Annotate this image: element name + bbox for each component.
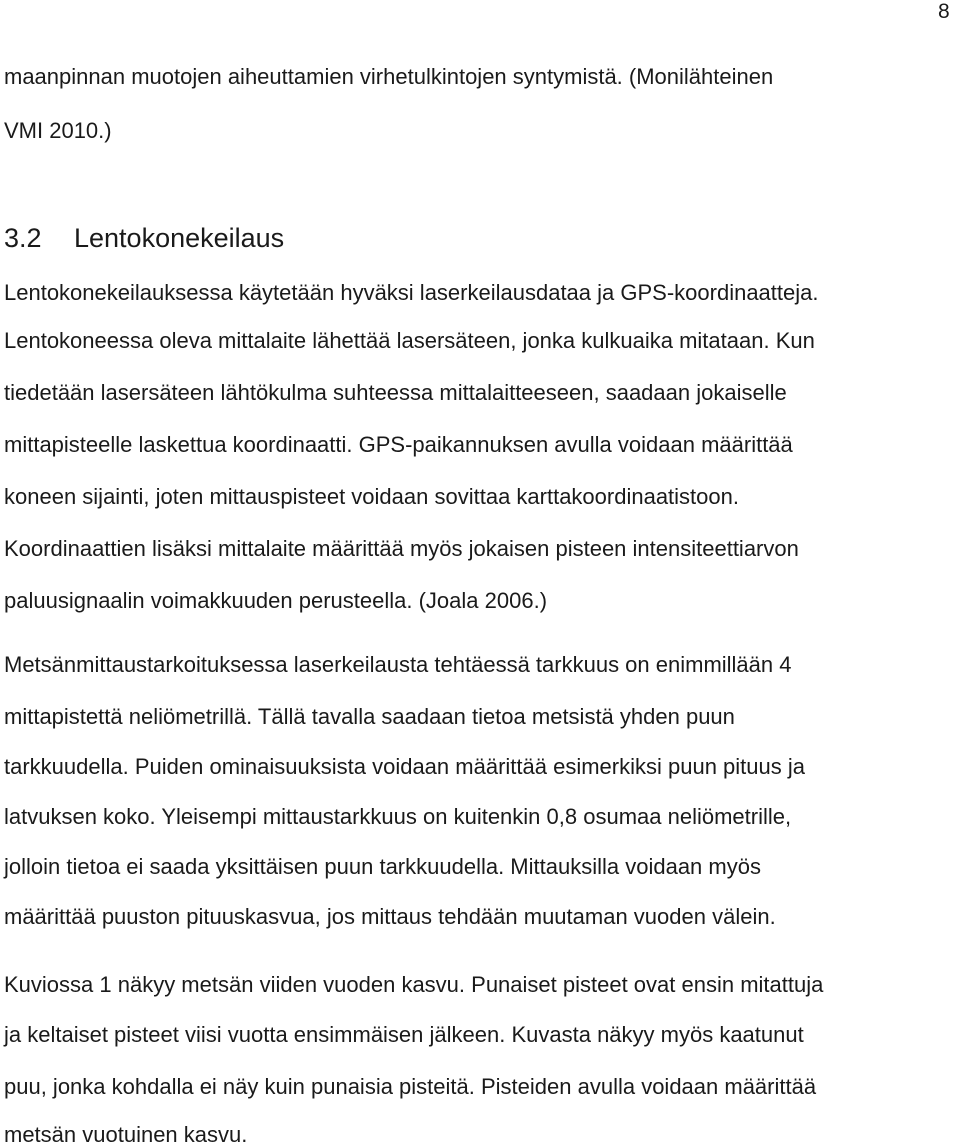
body-text-line: puu, jonka kohdalla ei näy kuin punaisia pisteitä. Pisteiden avulla voidaan määrittää: [4, 1074, 817, 1099]
body-text-line: määrittää puuston pituuskasvua, jos mittaus tehdään muutaman vuoden välein.: [4, 904, 776, 929]
page-number: 8: [938, 0, 950, 23]
body-text-line: koneen sijainti, joten mittauspisteet voidaan sovittaa karttakoordinaatistoon.: [4, 484, 739, 509]
body-text-line: Metsänmittaustarkoituksessa laserkeilausta tehtäessä tarkkuus on enimmillään 4: [4, 652, 792, 677]
body-text-line: latvuksen koko. Yleisempi mittaustarkkuus on kuitenkin 0,8 osumaa neliömetrille,: [4, 804, 792, 829]
body-text-line: ja keltaiset pisteet viisi vuotta ensimmäisen jälkeen. Kuvasta näkyy myös kaatunut: [4, 1022, 804, 1047]
body-text-line: tarkkuudella. Puiden ominaisuuksista voidaan määrittää esimerkiksi puun pituus ja: [4, 754, 805, 779]
body-text-line: VMI 2010.): [4, 118, 112, 143]
body-text-line: maanpinnan muotojen aiheuttamien virhetulkintojen syntymistä. (Monilähteinen: [4, 64, 774, 89]
body-text-line: mittapistettä neliömetrillä. Tällä tavalla saadaan tietoa metsistä yhden puun: [4, 704, 735, 729]
body-text-line: Koordinaattien lisäksi mittalaite määrittää myös jokaisen pisteen intensiteettiarvon: [4, 536, 799, 561]
body-text-line: mittapisteelle laskettua koordinaatti. GPS-paikannuksen avulla voidaan määrittää: [4, 432, 793, 457]
section-title: Lentokonekeilaus: [74, 223, 285, 253]
body-text-line: jolloin tietoa ei saada yksittäisen puun tarkkuudella. Mittauksilla voidaan myös: [4, 854, 761, 879]
body-text-line: Lentokonekeilauksessa käytetään hyväksi laserkeilausdataa ja GPS-koordinaatteja.: [4, 280, 819, 305]
body-text-line: paluusignaalin voimakkuuden perusteella. (Joala 2006.): [4, 588, 548, 613]
body-text-line: Lentokoneessa oleva mittalaite lähettää lasersäteen, jonka kulkuaika mitataan. Kun: [4, 328, 815, 353]
body-text-line: tiedetään lasersäteen lähtökulma suhteessa mittalaitteeseen, saadaan jokaiselle: [4, 380, 787, 405]
section-heading: [4, 222, 284, 254]
body-text-line: Kuviossa 1 näkyy metsän viiden vuoden kasvu. Punaiset pisteet ovat ensin mitattuja: [4, 972, 824, 997]
section-number: 3.2: [4, 223, 42, 253]
body-text-line: metsän vuotuinen kasvu.: [4, 1122, 248, 1147]
